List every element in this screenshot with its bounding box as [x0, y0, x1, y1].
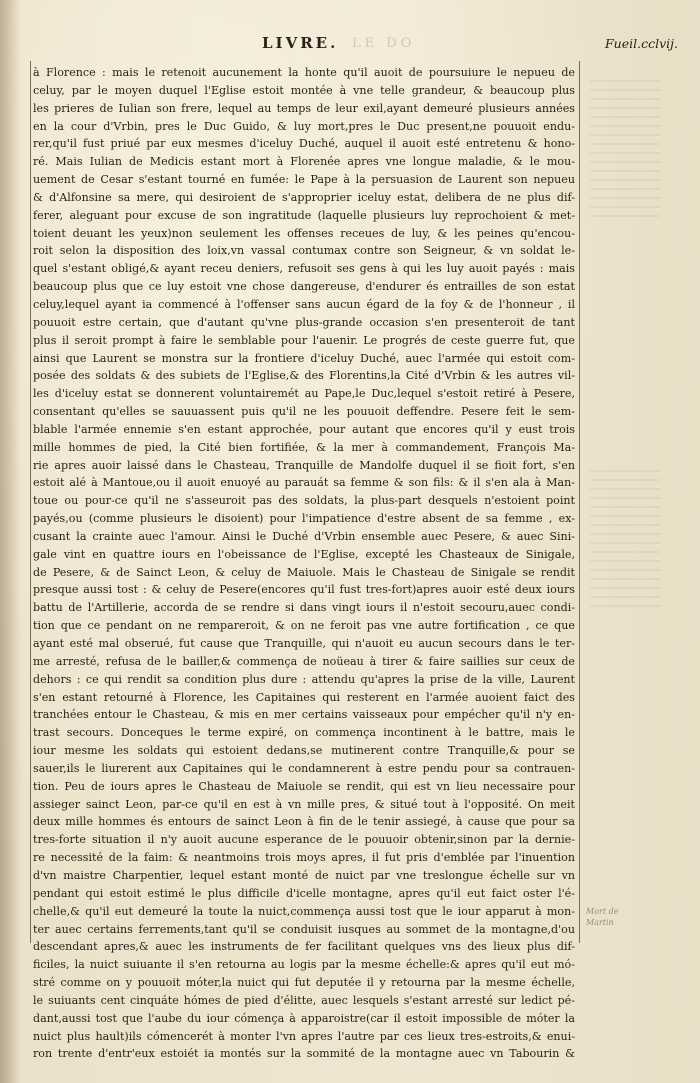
text-line: consentant qu'elles se sauuassent puis qu'il ne les pouuoit deffendre. Pesere feit le sem-	[33, 405, 575, 419]
text-line: pendant qui estoit estimé le plus difficile d'icelle montagne, apres qu'il eut faict oster l'é-	[33, 886, 575, 900]
text-line: toient deuant les yeux)non seulement les offenses receues de luy, & les peines qu'encou-	[33, 226, 575, 240]
text-line: chelle,& qu'il eut demeuré la toute la nuict,commença aussi tost que le iour apparut à mon-	[33, 904, 575, 918]
text-line: rie apres auoir laissé dans le Chasteau, Tranquille de Mandolfe duquel il se fioit fort, s'en	[33, 458, 575, 472]
text-line: estoit alé à Mantoue,ou il auoit enuoyé au parauát sa femme & son fils: & il s'en ala à Man-	[33, 476, 575, 490]
text-line: beaucoup plus que ce luy estoit vne chose dangereuse, d'endurer és entrailles de son estat	[33, 280, 575, 294]
text-line: gale vint en quattre iours en l'obeissance de l'Eglise, excepté les Chasteaux de Sinigale,	[33, 547, 575, 561]
show-through-margin	[590, 470, 660, 610]
text-line: tion que ce pendant on ne rempareroit, & on ne feroit pas vne autre fortification , ce que	[33, 619, 575, 633]
text-line: en la cour d'Vrbin, pres le Duc Guido, & luy mort,pres le Duc present,ne pouuoit endu-	[33, 119, 575, 133]
text-line: roit selon la disposition des loix,vn vassal contumax contre son Seigneur, & vn soldat le-	[33, 244, 575, 258]
gutter-shadow	[0, 0, 22, 1083]
text-line: payés,ou (comme plusieurs le disoient) pour l'impatience d'estre absent de sa femme , ex-	[33, 512, 575, 526]
text-line: pouuoit estre certain, que d'autant qu'vne plus-grande occasion s'en presenteroit de tant	[33, 315, 575, 329]
margin-note: Mort de Martin	[586, 907, 619, 927]
text-line: tranchées entour le Chasteau, & mis en mer certains vaisseaux pour empécher qu'il n'y en-	[33, 708, 575, 722]
text-line: & d'Alfonsine sa mere, qui desiroient de s'approprier iceluy estat, delibera de ne plus dif-	[33, 190, 575, 204]
text-line: à Florence : mais le retenoit aucunement la honte qu'il auoit de poursuiure le nepueu de	[33, 66, 575, 79]
text-line: ayant esté mal obserué, fut cause que Tranquille, qui n'auoit eu aucun secours dans le ter-	[33, 637, 575, 650]
text-line: blable l'armée ennemie s'en estant approchée, pour autant que encores qu'il y eust trois	[33, 422, 575, 436]
text-line: les prieres de Iulian son frere, lequel au temps de leur exil,ayant demeuré plusieurs années	[33, 101, 575, 115]
text-line: ferer, aleguant pour excuse de son ingratitude (laquelle plusieurs luy reprochoient & met-	[33, 208, 575, 222]
text-line: ron trente d'entr'eux estoiét ia montés sur la sommité de la montagne auec vn Tabourin &	[33, 1047, 575, 1061]
text-line: me arresté, refusa de le bailler,& commença de noüeau à tirer & faire saillies sur ceux de	[33, 654, 575, 668]
text-line: assieger sainct Leon, par-ce qu'il en est à vn mille pres, & situé tout à l'opposité. On meit	[33, 797, 575, 811]
text-line: dant,aussi tost que l'aube du iour cómença à apparoistre(car il estoit impossible de móter la	[33, 1011, 575, 1025]
text-line: dehors : ce qui rendit sa condition plus dure : attendu qu'apres la prise de la ville, Laurent	[33, 672, 575, 686]
text-line: descendant apres,& auec les instruments de fer facilitant quelques vns des lieux plus dif-	[33, 940, 575, 954]
text-line: ré. Mais Iulian de Medicis estant mort à Florenée apres vne longue maladie, & le mou-	[33, 155, 575, 169]
text-line: plus il seroit prompt à faire le semblable pour l'auenir. Le progrés de ceste guerre fut, que	[33, 333, 575, 347]
text-line: le suiuants cent cinquáte hómes de pied d'élitte, auec lesquels s'estant arresté sur ledict pé-	[33, 993, 575, 1007]
text-line: deux mille hommes és entours de sainct Leon à fin de le tenir assiegé, à cause que pour sa	[33, 815, 575, 829]
text-line: rer,qu'il fust priué par eux mesmes d'iceluy Duché, auquel il auoit esté entretenu & hono-	[33, 137, 575, 151]
text-line: stré comme on y pouuoit móter,la nuict qui fut deputée il y retourna par la mesme échelle,	[33, 976, 575, 990]
text-line: toue ou pour-ce qu'il ne s'asseuroit pas des soldats, la plus-part desquels n'estoient point	[33, 494, 575, 508]
text-line: quel s'estant obligé,& ayant receu deniers, refusoit ses gens à qui les luy auoit payés : mais	[33, 262, 575, 276]
text-line: s'en estant retourné à Florence, les Capitaines qui resterent en l'armée auoient faict des	[33, 690, 575, 704]
text-line: trast secours. Donceques le terme expiré, on commença incontinent à le battre, mais le	[33, 726, 575, 740]
text-line: ter auec certains ferrements,tant qu'il se conduisit iusques au sommet de la montagne,d'ou	[33, 922, 575, 936]
text-line: cusant la crainte auec l'amour. Ainsi le Duché d'Vrbin ensemble auec Pesere, & auec Sini-	[33, 529, 575, 543]
text-line: re necessité de la faim: & neantmoins trois moys apres, il fut pris d'emblée par l'inuention	[33, 851, 575, 865]
text-line: iour mesme les soldats qui estoient dedans,se mutinerent contre Tranquille,& pour se	[33, 744, 575, 758]
running-head: LIVRE.	[262, 34, 339, 52]
show-through-head: LE DO	[352, 36, 416, 51]
text-line: les d'iceluy estat se donnerent voluntairemét au Pape,le Duc,lequel s'estoit retiré à Pesere,	[33, 387, 575, 401]
text-line: presque aussi tost : & celuy de Pesere(encores qu'il fust tres-fort)apres auoir esté deux iours	[33, 583, 575, 597]
text-line: ficiles, la nuict suiuante il s'en retourna au logis par la mesme échelle:& apres qu'il eut mó-	[33, 958, 575, 972]
text-line: uement de Cesar s'estant tourné en fumée: le Pape à la persuasion de Laurent son nepueu	[33, 173, 575, 187]
text-line: tion. Peu de iours apres le Chasteau de Maiuole se rendit, qui est vn lieu necessaire pour	[33, 779, 575, 793]
page-header	[30, 32, 678, 56]
body-text	[33, 64, 575, 1063]
text-line: celuy, par le moyen duquel l'Eglise estoit montée à vne telle grandeur, & beaucoup plus	[33, 83, 575, 97]
text-line: sauer,ils le liurerent aux Capitaines qui le condamnerent à estre pendu pour sa contrauen-	[33, 761, 575, 775]
text-line: posée des soldats & des subiets de l'Eglise,& des Florentins,la Cité d'Vrbin & les autres vil-	[33, 369, 575, 383]
text-line: nuict plus hault)ils cómencerét à monter l'vn apres l'autre par ces lieux tres-estroits,& enui-	[33, 1029, 575, 1043]
folio-number: Fueil.cclvij.	[605, 36, 678, 51]
text-line: de Pesere, & de Sainct Leon, & celuy de Maiuole. Mais le Chasteau de Sinigale se rendit	[33, 565, 575, 579]
show-through-margin	[590, 80, 660, 220]
text-line: ainsi que Laurent se monstra sur la frontiere d'iceluy Duché, auec l'armée qui estoit com-	[33, 351, 575, 365]
text-line: d'vn maistre Charpentier, lequel estant monté de nuict par vne treslongue échelle sur vn	[33, 868, 575, 882]
text-line: tres-forte situation il n'y auoit aucune esperance de le pouuoir obtenir,sinon par la dernie-	[33, 833, 575, 847]
text-line: celuy,lequel ayant ia commencé à l'offenser sans aucun égard de la foy & de l'honneur , il	[33, 297, 575, 311]
text-line: battu de l'Artillerie, accorda de se rendre si dans vingt iours il n'estoit secouru,auec condi-	[33, 601, 575, 615]
text-line: mille hommes de pied, la Cité bien fortifiée, & la mer à commandement, François Ma-	[33, 440, 575, 454]
